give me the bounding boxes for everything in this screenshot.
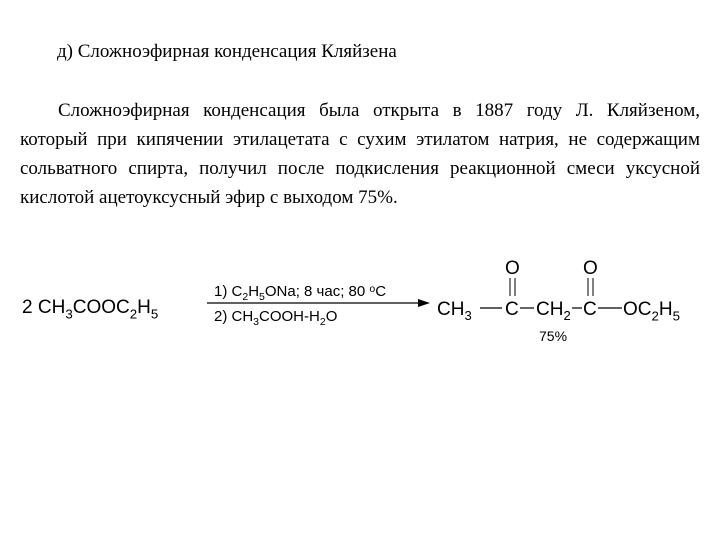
product-oxygen-1: O — [505, 258, 520, 279]
reaction-arrow — [207, 299, 430, 307]
product-ch3: $CH_3$ — [437, 299, 472, 323]
condition-line-1: 1) $C_2H_5ONa$; 8 час; 80 $^o$C — [214, 282, 387, 304]
product-oc2h5: $OC_2H_5$ — [623, 299, 681, 324]
condition-line-2: 2) $CH_3COOH-H_2O$ — [214, 308, 338, 329]
section-heading: д) Сложноэфирная конденсация Кляйзена — [57, 41, 397, 62]
product-carbon-1: C — [505, 299, 519, 320]
product-ch2: $CH_2$ — [536, 299, 571, 323]
product-carbon-2: C — [583, 299, 597, 320]
product-structure — [437, 258, 680, 323]
reaction-scheme — [0, 250, 720, 360]
product-oxygen-2: O — [583, 258, 598, 279]
body-paragraph: Сложноэфирная конденсация была открыта в 1887 году Л. Кляйзеном, который при кипячении этилацетата с сухим этилатом натрия, не содержащим сольватного спирта, получил после подкисления реакционной смеси уксусной кислотой ацетоуксусный эфир с выходом 75%. — [20, 100, 700, 208]
reactant-formula: 2 $CH_3COOC_2H_5$ — [22, 297, 159, 322]
yield-label: 75% — [539, 328, 568, 344]
